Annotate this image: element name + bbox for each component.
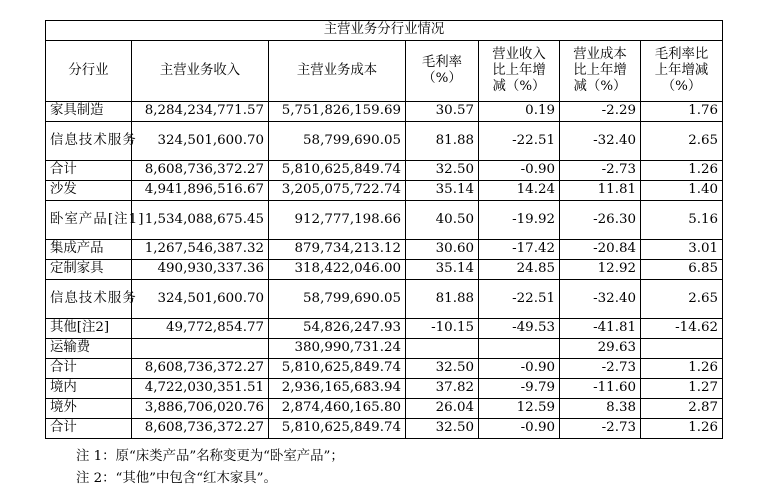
table-cell: 81.88 [406, 122, 479, 161]
table-cell: -32.40 [560, 122, 641, 161]
table-cell: -41.81 [560, 319, 641, 339]
table-cell: 30.57 [406, 102, 479, 122]
table-cell: 2.65 [641, 280, 723, 319]
table-cell: -26.30 [560, 201, 641, 240]
table-cell: -0.90 [479, 419, 560, 439]
row-label: 定制家具 [46, 260, 132, 280]
table-row [46, 399, 723, 419]
table-cell: 11.81 [560, 181, 641, 201]
table-cell: 2.87 [641, 399, 723, 419]
table-row [46, 102, 723, 122]
table-cell: 490,930,337.36 [132, 260, 269, 280]
table-cell: 8.38 [560, 399, 641, 419]
table-cell: 32.50 [406, 359, 479, 379]
table-cell: 324,501,600.70 [132, 122, 269, 161]
table-cell: 12.59 [479, 399, 560, 419]
table-cell: -11.60 [560, 379, 641, 399]
row-label: 境内 [46, 379, 132, 399]
table-row [46, 240, 723, 260]
row-label: 其他[注2] [46, 319, 132, 339]
table-cell: -0.90 [479, 359, 560, 379]
row-label: 信息技术服务 [46, 122, 132, 161]
column-header: 营业成本 比上年增 减（%） [560, 41, 641, 102]
table-cell: 8,284,234,771.57 [132, 102, 269, 122]
table-cell: -17.42 [479, 240, 560, 260]
table-cell: 32.50 [406, 419, 479, 439]
table-row [46, 201, 723, 240]
table-cell: 1.26 [641, 359, 723, 379]
industry-revenue-table [45, 20, 723, 439]
table-cell: 5,751,826,159.69 [269, 102, 406, 122]
table-cell: 318,422,046.00 [269, 260, 406, 280]
column-header: 主营业务成本 [269, 41, 406, 102]
row-label: 运输费 [46, 339, 132, 359]
table-cell [406, 339, 479, 359]
table-cell: 5,810,625,849.74 [269, 359, 406, 379]
table-cell: -20.84 [560, 240, 641, 260]
table-cell: 24.85 [479, 260, 560, 280]
row-label: 境外 [46, 399, 132, 419]
table-cell: 32.50 [406, 161, 479, 181]
table-cell: 29.63 [560, 339, 641, 359]
table-cell: -2.73 [560, 359, 641, 379]
column-header: 主营业务收入 [132, 41, 269, 102]
table-cell: 37.82 [406, 379, 479, 399]
table-row [46, 122, 723, 161]
table-cell: 3,886,706,020.76 [132, 399, 269, 419]
table-cell: -22.51 [479, 122, 560, 161]
column-header: 毛利率 （%） [406, 41, 479, 102]
row-label: 合计 [46, 359, 132, 379]
table-cell: 35.14 [406, 260, 479, 280]
table-cell: -14.62 [641, 319, 723, 339]
table-cell [132, 339, 269, 359]
header-row [46, 41, 723, 102]
table-cell: -19.92 [479, 201, 560, 240]
table-cell: -2.73 [560, 161, 641, 181]
table-cell: 4,722,030,351.51 [132, 379, 269, 399]
table-cell: 2,936,165,683.94 [269, 379, 406, 399]
table-cell: 2.65 [641, 122, 723, 161]
row-label: 信息技术服务 [46, 280, 132, 319]
table-cell: -32.40 [560, 280, 641, 319]
table-cell: 1.76 [641, 102, 723, 122]
table-cell: 40.50 [406, 201, 479, 240]
table-cell: -9.79 [479, 379, 560, 399]
table-row [46, 181, 723, 201]
table-row [46, 280, 723, 319]
table-cell: 35.14 [406, 181, 479, 201]
table-cell: -49.53 [479, 319, 560, 339]
table-cell: 1,534,088,675.45 [132, 201, 269, 240]
table-cell: 12.92 [560, 260, 641, 280]
table-title-row [46, 21, 723, 41]
table-cell: -0.90 [479, 161, 560, 181]
table-cell [479, 339, 560, 359]
table-row [46, 260, 723, 280]
table-cell: 6.85 [641, 260, 723, 280]
table-cell [641, 339, 723, 359]
footnotes [76, 446, 344, 490]
table-cell: -2.73 [560, 419, 641, 439]
table-cell: 1,267,546,387.32 [132, 240, 269, 260]
table-cell: 1.26 [641, 419, 723, 439]
table-row [46, 161, 723, 181]
table-cell: 81.88 [406, 280, 479, 319]
table-cell: 1.26 [641, 161, 723, 181]
table-row [46, 339, 723, 359]
table-cell: 912,777,198.66 [269, 201, 406, 240]
table-row [46, 379, 723, 399]
table-cell: 879,734,213.12 [269, 240, 406, 260]
table-cell: 2,874,460,165.80 [269, 399, 406, 419]
row-label: 集成产品 [46, 240, 132, 260]
column-header: 毛利率比 上年增减 （%） [641, 41, 723, 102]
table-cell: -22.51 [479, 280, 560, 319]
table-row [46, 319, 723, 339]
table-cell: 30.60 [406, 240, 479, 260]
row-label: 沙发 [46, 181, 132, 201]
table-cell: 3.01 [641, 240, 723, 260]
table-body [46, 21, 723, 439]
row-label: 家具制造 [46, 102, 132, 122]
table-cell: 26.04 [406, 399, 479, 419]
table-cell: 4,941,896,516.67 [132, 181, 269, 201]
footnote-1: 注 1：原“床类产品”名称变更为“卧室产品”； [76, 449, 344, 464]
table-cell: -2.29 [560, 102, 641, 122]
table-cell: 54,826,247.93 [269, 319, 406, 339]
table-cell: -10.15 [406, 319, 479, 339]
column-header: 营业收入 比上年增 减（%） [479, 41, 560, 102]
table-title: 主营业务分行业情况 [46, 21, 723, 41]
table-row [46, 419, 723, 439]
table-cell: 8,608,736,372.27 [132, 161, 269, 181]
table-cell: 8,608,736,372.27 [132, 419, 269, 439]
table-cell: 1.40 [641, 181, 723, 201]
table-cell: 3,205,075,722.74 [269, 181, 406, 201]
table-cell: 324,501,600.70 [132, 280, 269, 319]
table-cell: 1.27 [641, 379, 723, 399]
table-cell: 8,608,736,372.27 [132, 359, 269, 379]
row-label: 卧室产品[注1] [46, 201, 132, 240]
table-cell: 5,810,625,849.74 [269, 419, 406, 439]
row-label: 合计 [46, 161, 132, 181]
table-cell: 58,799,690.05 [269, 122, 406, 161]
table-row [46, 359, 723, 379]
table-cell: 58,799,690.05 [269, 280, 406, 319]
table-cell: 5,810,625,849.74 [269, 161, 406, 181]
table-cell: 380,990,731.24 [269, 339, 406, 359]
table-cell: 49,772,854.77 [132, 319, 269, 339]
row-label: 合计 [46, 419, 132, 439]
table-cell: 0.19 [479, 102, 560, 122]
column-header: 分行业 [46, 41, 132, 102]
table-cell: 14.24 [479, 181, 560, 201]
footnote-2: 注 2：“其他”中包含“红木家具”。 [76, 471, 277, 486]
table-cell: 5.16 [641, 201, 723, 240]
